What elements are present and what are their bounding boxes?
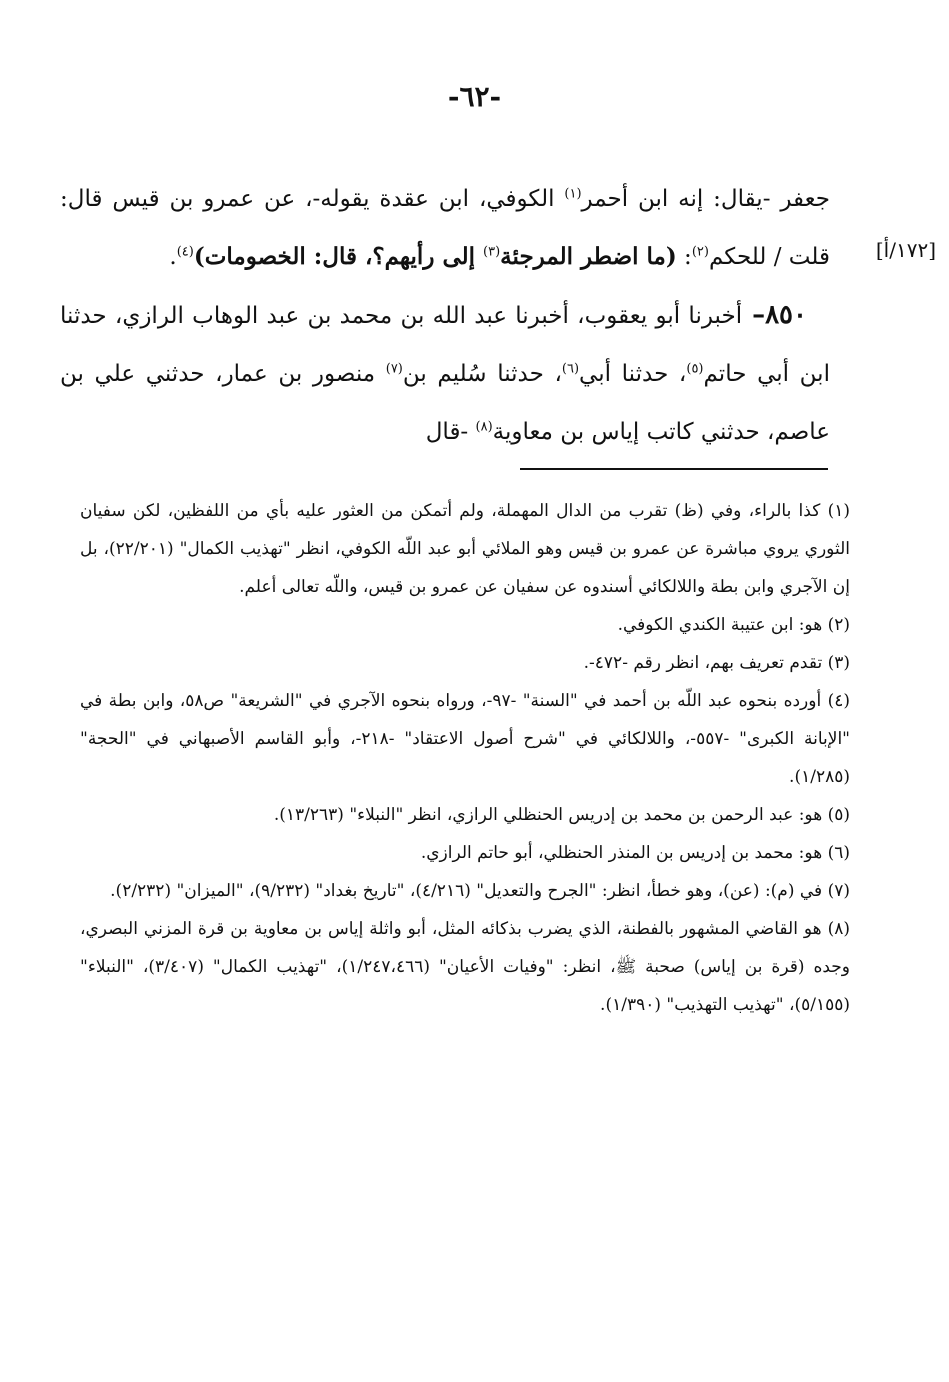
footnotes-section bbox=[80, 492, 850, 1024]
footnote-text: هو القاضي المشهور بالفطنة، الذي يضرب بذكائه المثل، أبو واثلة إياس بن معاوية بن قرة المزني البصري، وجده (قرة بن إياس) صحبة ﷺ، انظر: "وفيات الأعيان" (١/٢٤٧،٤٦٦)، "تهذيب الكمال" (٣/٤٠٧)، "النبلاء" (٥/١٥٥)، "تهذيب التهذيب" (١/٣٩٠). bbox=[80, 919, 850, 1015]
footnote-ref-3[interactable]: (٣) bbox=[483, 244, 501, 260]
text-run: منصور بن عمار، حدثني علي بن عاصم، حدثني كاتب إياس بن معاوية bbox=[60, 361, 830, 445]
text-run: أخبرنا أبو يعقوب، أخبرنا عبد الله بن محمد بن عبد الوهاب الرازي، حدثنا ابن أبي حاتم bbox=[60, 303, 830, 387]
footnote-marker: (٥) bbox=[827, 805, 850, 825]
footnote-text: هو: محمد بن إدريس بن المنذر الحنظلي، أبو حاتم الرازي. bbox=[420, 843, 823, 863]
footnote-ref-1[interactable]: (١) bbox=[564, 186, 582, 202]
text-run: جعفر -يقال: إنه ابن أحمر bbox=[581, 186, 830, 212]
footnote-ref-2[interactable]: (٢) bbox=[691, 244, 709, 260]
footnote-ref-7[interactable]: (٧) bbox=[385, 361, 403, 377]
footnote-separator bbox=[520, 468, 828, 470]
footnote-text: تقدم تعريف بهم، انظر رقم -٤٧٢-. bbox=[583, 653, 823, 673]
footnote-marker: (٧) bbox=[827, 881, 850, 901]
text-run: -قال bbox=[425, 419, 476, 445]
footnote-1 bbox=[80, 492, 850, 606]
hadith-dash: – bbox=[742, 300, 766, 330]
text-run: : bbox=[676, 244, 692, 270]
footnote-marker: (٤) bbox=[827, 691, 850, 711]
footnote-ref-4[interactable]: (٤) bbox=[176, 244, 194, 260]
footnote-5 bbox=[80, 796, 850, 834]
footnote-8 bbox=[80, 910, 850, 1024]
text-run: ، حدثنا سُليم بن bbox=[402, 361, 562, 387]
footnote-2 bbox=[80, 606, 850, 644]
quoted-question: (ما اضطر المرجئة bbox=[500, 243, 677, 270]
hadith-number: ٨٥٠ bbox=[765, 300, 807, 330]
footnote-marker: (٢) bbox=[827, 615, 850, 635]
footnote-ref-8[interactable]: (٨) bbox=[475, 419, 493, 435]
footnote-marker: (٦) bbox=[827, 843, 850, 863]
footnote-text: هو: عبد الرحمن بن محمد بن إدريس الحنظلي الرازي، انظر "النبلاء" (١٣/٢٦٣). bbox=[273, 805, 823, 825]
footnote-text: في (م): (عن)، وهو خطأ، انظر: "الجرح والتعديل" (٤/٢١٦)، "تاريخ بغداد" (٩/٢٣٢)، "الميزان" (٢/٢٣٢). bbox=[110, 881, 823, 901]
paragraph-intro bbox=[60, 170, 830, 286]
footnote-marker: (٨) bbox=[827, 919, 850, 939]
manuscript-folio-reference: [١٧٢/أ] bbox=[875, 238, 936, 262]
footnote-text: هو: ابن عتيبة الكندي الكوفي. bbox=[617, 615, 823, 635]
footnote-text: أورده بنحوه عبد اللّه بن أحمد في "السنة" -٩٧-، ورواه بنحوه الآجري في "الشريعة" ص٥٨، وابن بطة في "الإبانة الكبرى" -٥٥٧-، واللالكائي في "شرح أصول الاعتقاد" -٢١٨-، وأبو القاسم الأصبهاني في "الحجة" (١/٢٨٥). bbox=[80, 691, 850, 787]
footnote-text: كذا بالراء، وفي (ظ) تقرب من الدال المهملة، ولم أتمكن من العثور عليه بأي من اللفظين، لكن سفيان الثوري يروي مباشرة عن عمرو بن قيس وهو الملائي أبو عبد اللّه الكوفي، انظر "تهذيب الكمال" (٢٢/٢٠١)، بل إن الآجري وابن بطة واللالكائي أسندوه عن سفيان عن عمرو بن قيس، واللّه تعالى أعلم. bbox=[80, 501, 850, 597]
footnote-4 bbox=[80, 682, 850, 796]
footnote-marker: (١) bbox=[827, 501, 850, 521]
paragraph-hadith-850 bbox=[60, 286, 830, 461]
main-text bbox=[60, 170, 830, 461]
footnote-marker: (٣) bbox=[827, 653, 850, 673]
page-number: -٦٢- bbox=[447, 80, 502, 113]
footnote-6 bbox=[80, 834, 850, 872]
quoted-answer: إلى رأيهم؟، قال: الخصومات) bbox=[193, 243, 484, 270]
text-run: الكوفي، ابن عقدة يقوله-، عن عمرو بن قيس قال: قلت / للحكم bbox=[60, 186, 830, 270]
text-run: . bbox=[169, 244, 177, 270]
footnote-ref-5[interactable]: (٥) bbox=[686, 361, 704, 377]
footnote-ref-6[interactable]: (٦) bbox=[561, 361, 580, 377]
footnote-3 bbox=[80, 644, 850, 682]
footnote-7 bbox=[80, 872, 850, 910]
text-run: ، حدثنا أبي bbox=[579, 361, 687, 387]
